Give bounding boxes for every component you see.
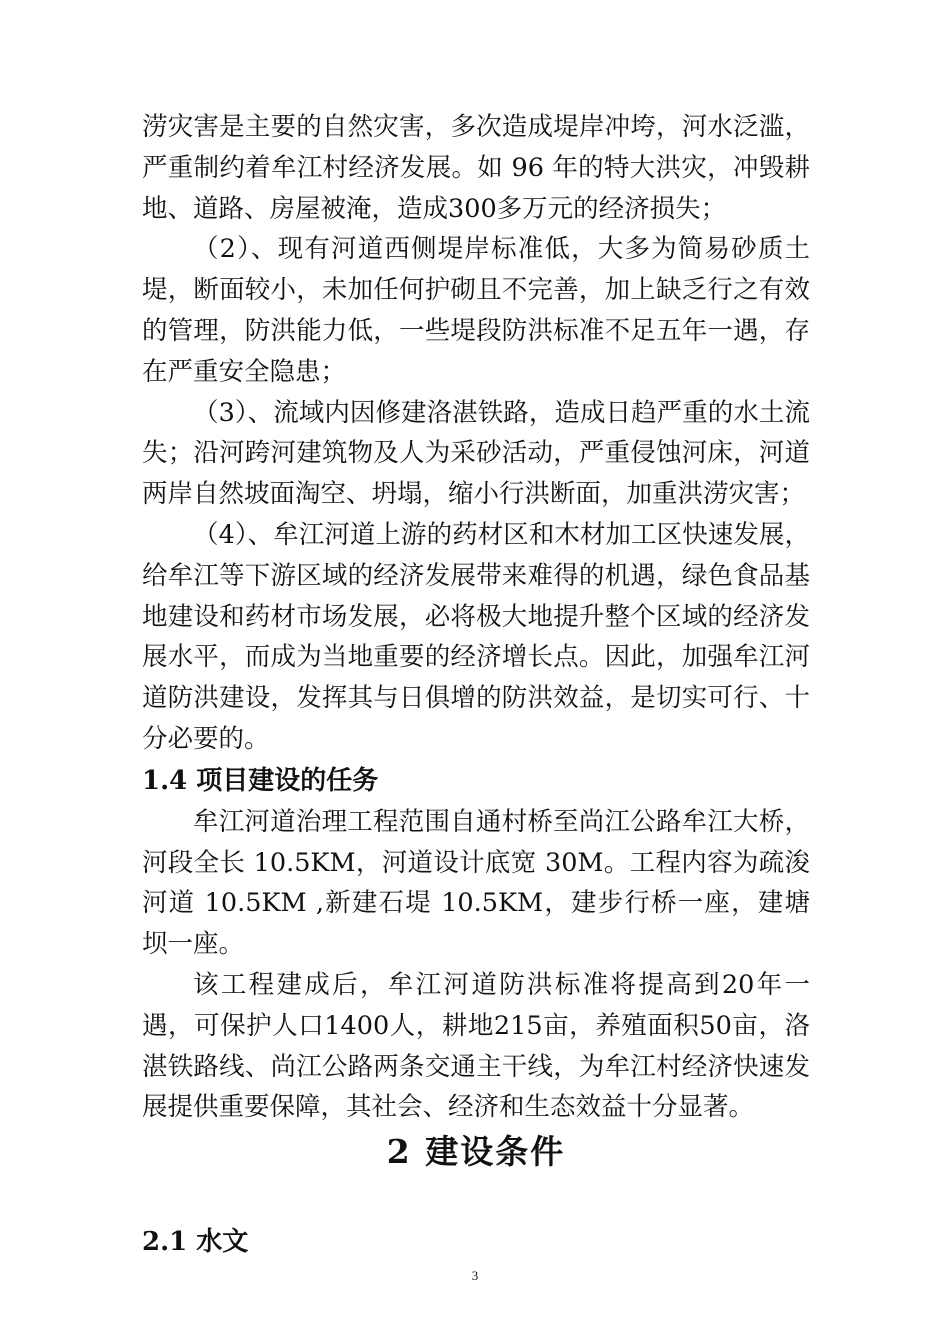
chapter-heading-2: [142, 1130, 810, 1174]
section-title: 项目建设的任务: [196, 765, 379, 796]
section-heading-2-1: [142, 1221, 810, 1263]
section-number: 1.4: [142, 765, 188, 796]
section-number: 2.1: [142, 1227, 188, 1258]
chapter-title: 建设条件: [425, 1132, 566, 1172]
paragraph-point-2: （2）、现有河道西侧堤岸标准低，大多为简易砂质土堤，断面较小，未加任何护砌且不完善，加上缺乏行之有效的管理，防洪能力低，一些堤段防洪标准不足五年一遇，存在严重安全隐患；: [142, 234, 810, 387]
section-title: 水文: [196, 1227, 249, 1258]
paragraph-project-benefit: 该工程建成后，牟江河道防洪标准将提高到20年一遇，可保护人口1400人，耕地215亩，养殖面积50亩，洛湛铁路线、尚江公路两条交通主干线，为牟江村经济快速发展提供重要保障，其社会、经济和生态效益十分显著。: [142, 969, 810, 1123]
paragraph-project-scope: 牟江河道治理工程范围自通村桥至尚江公路牟江大桥，河段全长 10.5KM，河道设计底宽 30M。工程内容为疏浚河道 10.5KM ,新建石堤 10.5KM，建步行桥一座，建塘坝一座。: [142, 806, 810, 960]
paragraph-flood-damage: 涝灾害是主要的自然灾害，多次造成堤岸冲垮，河水泛滥，严重制约着牟江村经济发展。如 96 年的特大洪灾，冲毁耕地、道路、房屋被淹，造成300多万元的经济损失；: [142, 112, 810, 224]
document-body: [142, 107, 810, 1263]
chapter-number: 2: [386, 1132, 412, 1172]
page-number: 3: [471, 1268, 479, 1283]
paragraph-point-4: （4）、牟江河道上游的药材区和木材加工区快速发展，给牟江等下游区域的经济发展带来难得的机遇，绿色食品基地建设和药材市场发展，必将极大地提升整个区域的经济发展水平，而成为当地重要的经济增长点。因此，加强牟江河道防洪建设，发挥其与日俱增的防洪效益，是切实可行、十分必要的。: [142, 519, 810, 754]
paragraph-point-3: （3）、流域内因修建洛湛铁路，造成日趋严重的水土流失；沿河跨河建筑物及人为采砂活动，严重侵蚀河床，河道两岸自然坡面淘空、坍塌，缩小行洪断面，加重洪涝灾害；: [142, 397, 810, 510]
section-heading-1-4: [142, 760, 810, 802]
